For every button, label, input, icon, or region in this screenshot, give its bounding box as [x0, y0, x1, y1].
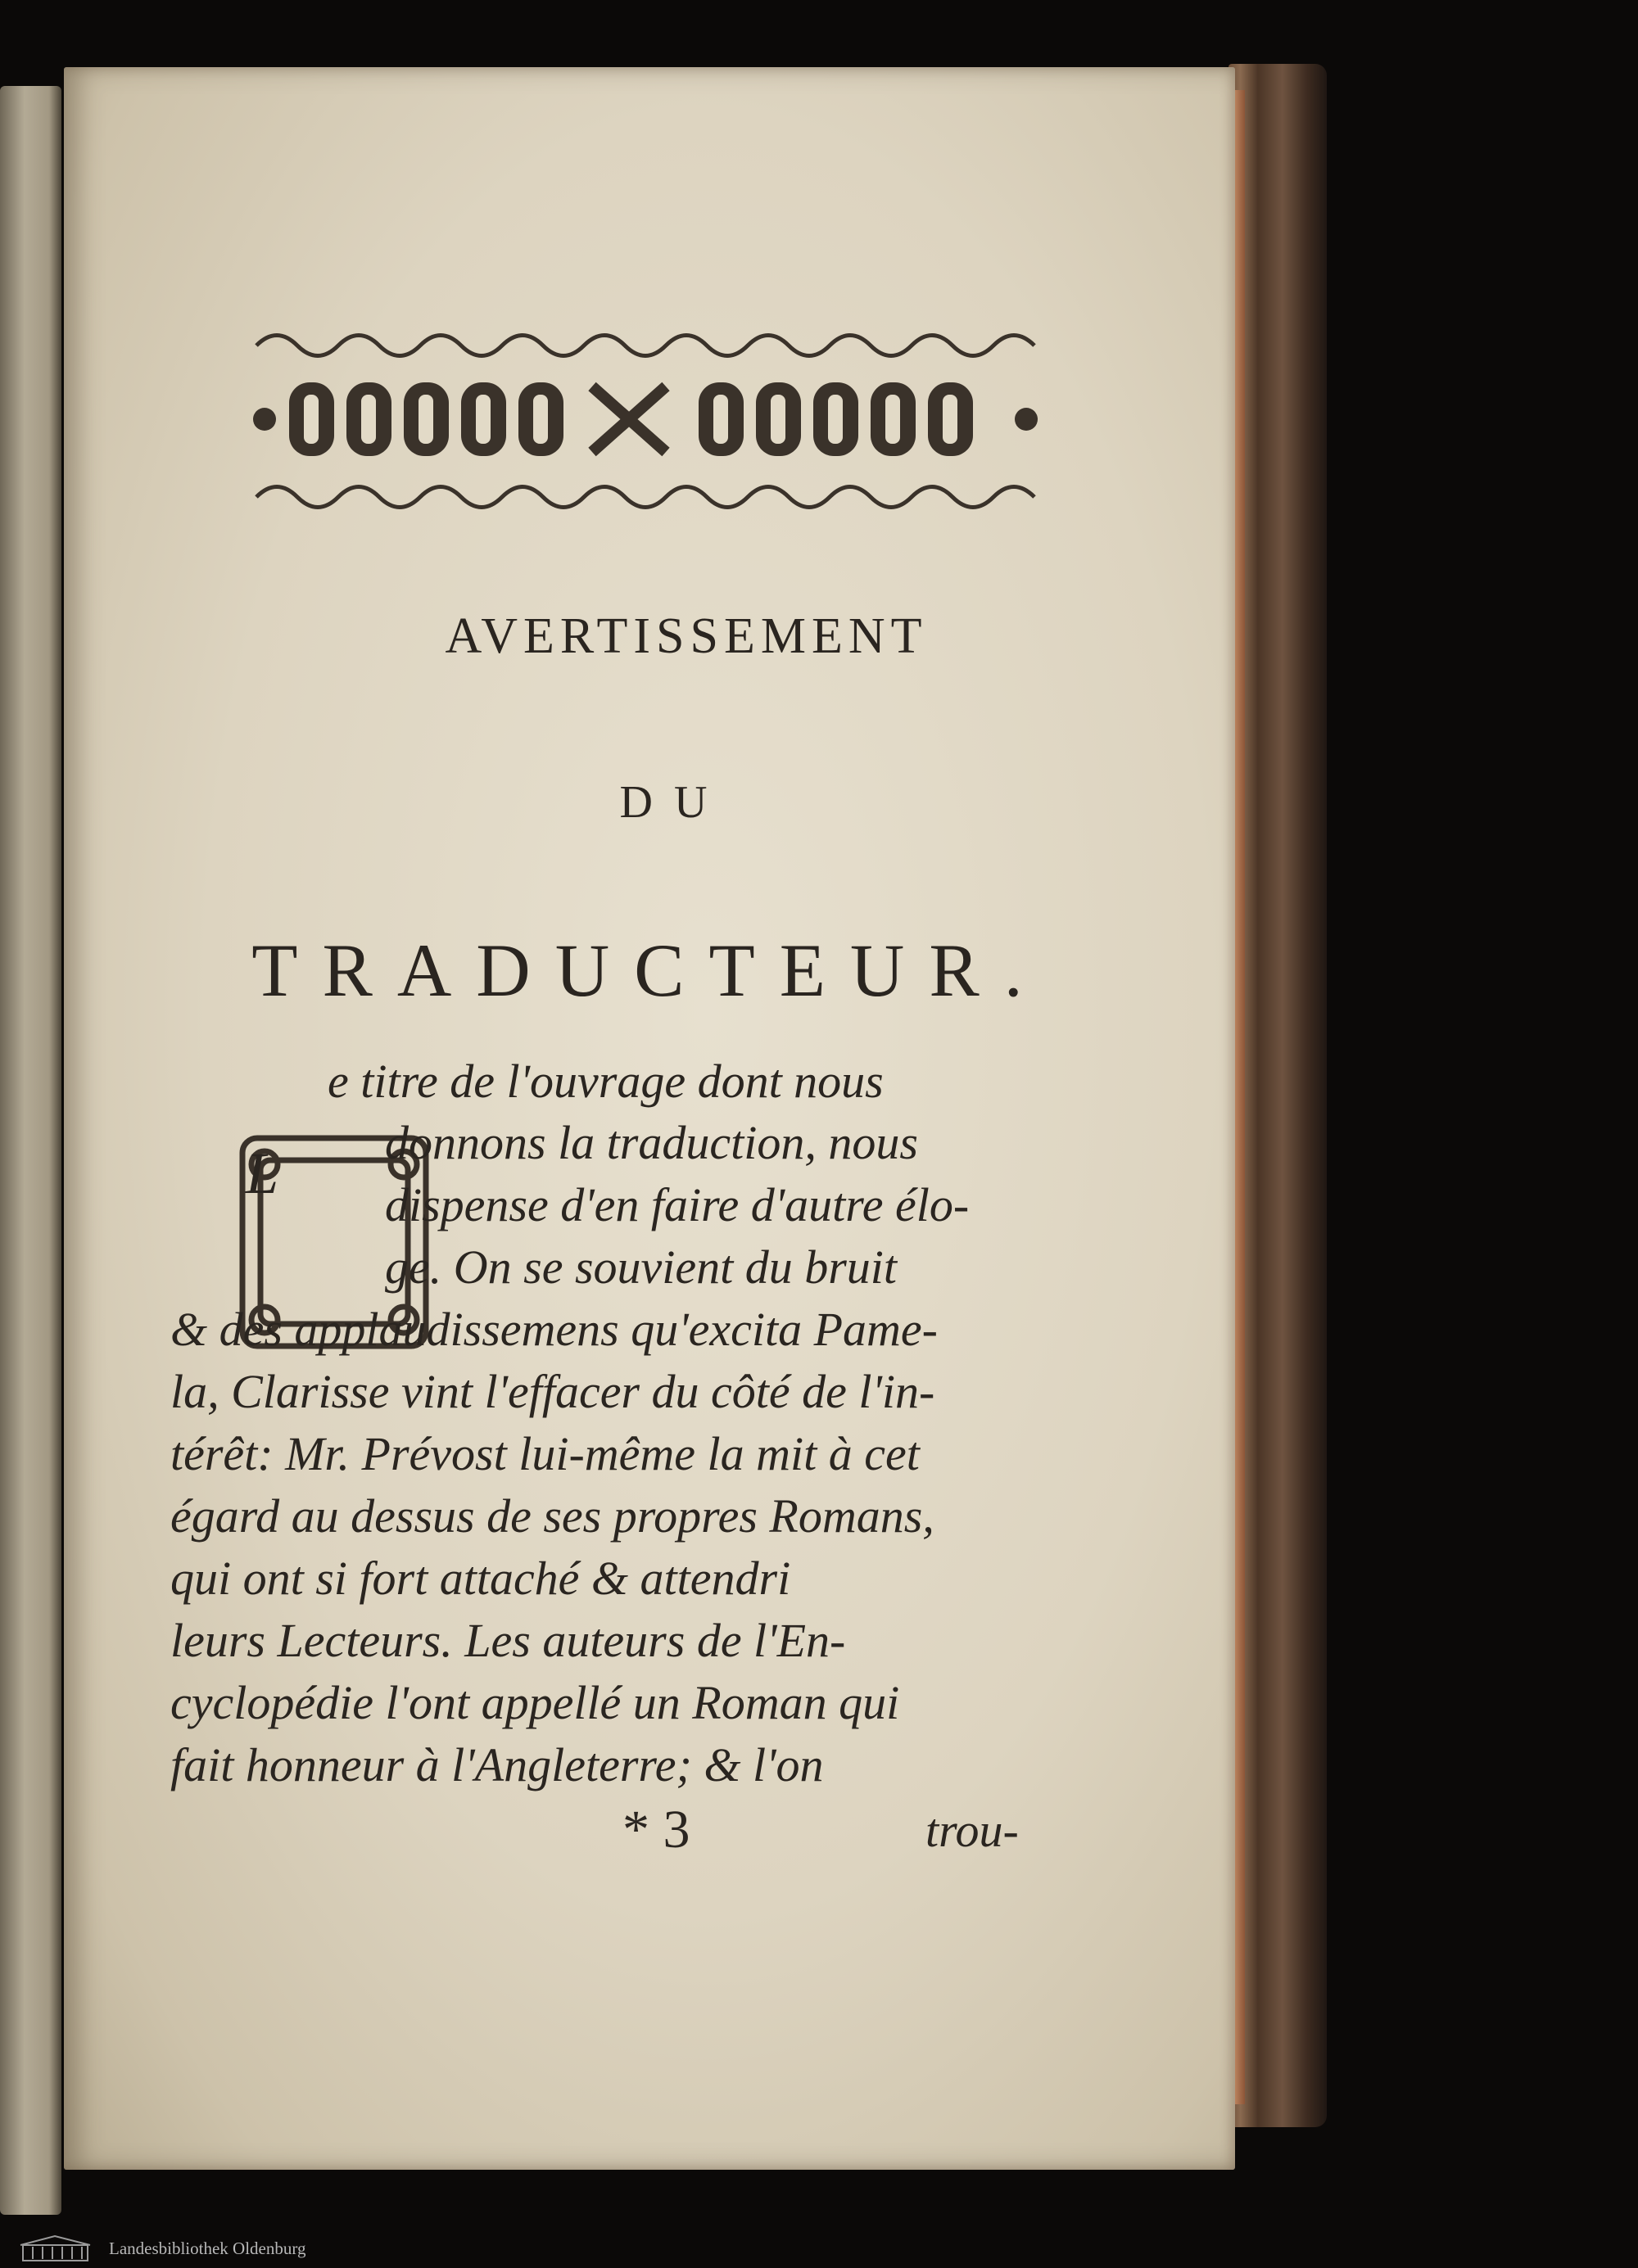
text-line: & des applaudissemens qu'excita Pame- [170, 1303, 938, 1356]
text-line: fait honneur à l'Angleterre; & l'on [170, 1738, 824, 1791]
text-line: cyclopédie l'ont appellé un Roman qui [170, 1676, 900, 1729]
heading-line-2: DU [619, 777, 729, 828]
text-line: térêt: Mr. Prévost lui-même la mit à cet [170, 1427, 920, 1480]
heading-line-1: AVERTISSEMENT [445, 608, 928, 664]
text-line: dispense d'en faire d'autre élo- [385, 1178, 970, 1231]
heading-line-3: TRADUCTEUR. [251, 928, 1048, 1012]
signature-mark: * 3 [622, 1800, 690, 1859]
library-building-logo-icon [16, 2234, 94, 2263]
library-credit: Landesbibliothek Oldenburg [109, 2239, 306, 2258]
decorative-headpiece-ornament [240, 313, 1051, 517]
text-line: qui ont si fort attaché & attendri [170, 1552, 791, 1605]
text-line: e titre de l'ouvrage dont nous [328, 1055, 884, 1108]
catchword: trou- [925, 1804, 1019, 1857]
left-page-edge [0, 86, 61, 2215]
text-line: égard au dessus de ses propres Romans, [170, 1489, 934, 1543]
text-line: ge. On se souvient du bruit [385, 1240, 898, 1294]
drop-cap-letter: L [246, 1141, 279, 1206]
text-line: leurs Lecteurs. Les auteurs de l'En- [170, 1614, 846, 1667]
text-line: donnons la traduction, nous [385, 1116, 918, 1169]
book-page [64, 67, 1235, 2170]
text-line: la, Clarisse vint l'effacer du côté de l'in- [170, 1365, 935, 1418]
